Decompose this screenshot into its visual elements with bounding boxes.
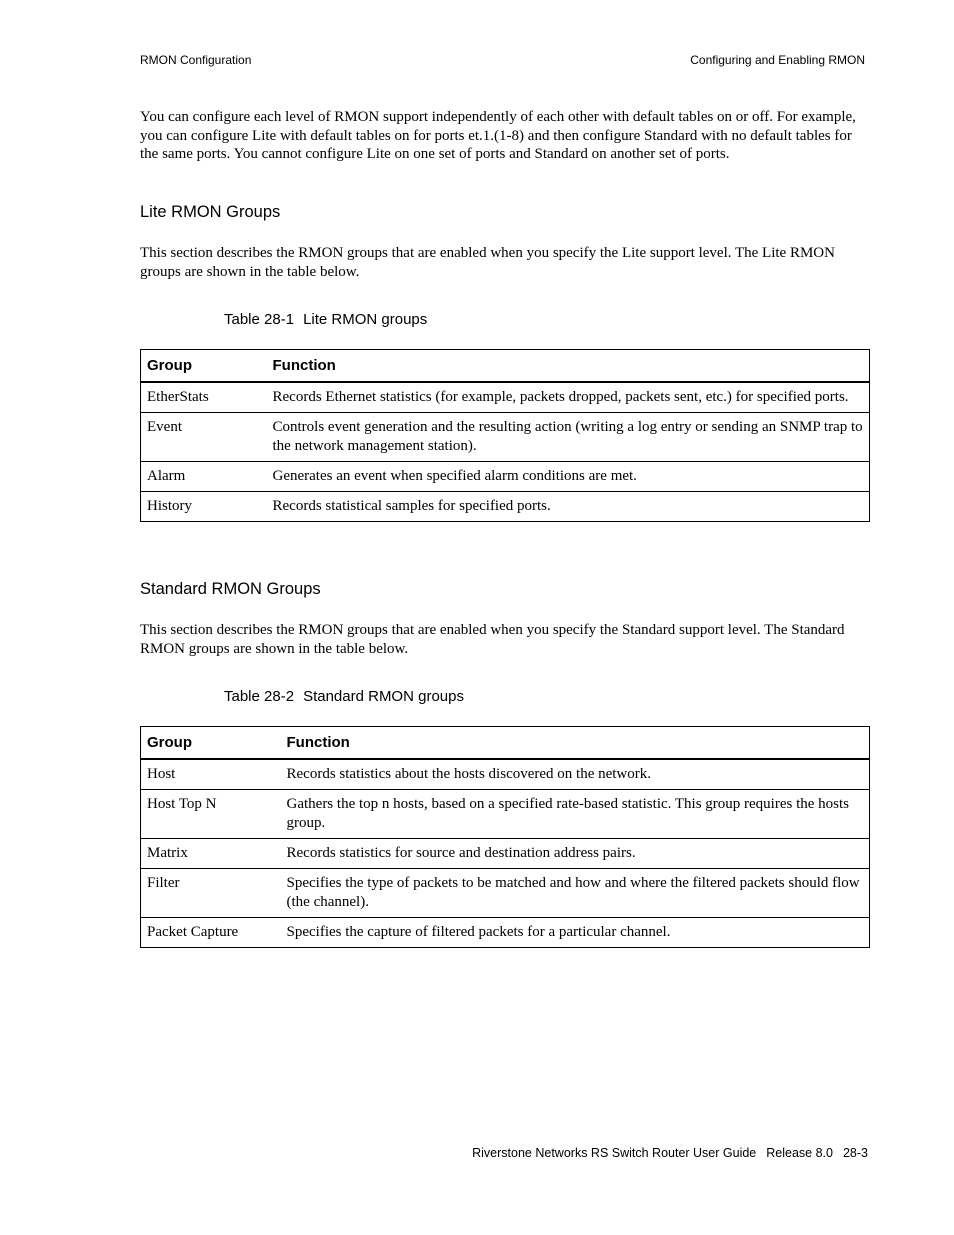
lite-section-paragraph: This section describes the RMON groups that are enabled when you specify the Lite support level. The Lite RMON groups are shown in the table below.: [140, 245, 835, 280]
table-row: [141, 492, 870, 522]
function-cell: Specifies the type of packets to be matched and how and where the filtered packets should flow (the channel).: [281, 869, 870, 918]
page-footer: [472, 1146, 868, 1160]
table-row: [141, 918, 870, 948]
group-cell: Packet Capture: [141, 918, 281, 948]
function-cell: Generates an event when specified alarm conditions are met.: [267, 462, 870, 492]
function-cell: Records statistical samples for specified ports.: [267, 492, 870, 522]
intro-paragraph: You can configure each level of RMON support independently of each other with default tables on or off. For example, you can configure Lite with default tables on for ports et.1.(1-8) and then configure Standard with no default tables for the same ports. You cannot configure Lite on one set of ports and Standard on another set of ports.: [140, 109, 856, 162]
table-row: [141, 413, 870, 462]
standard-table-caption-title: Standard RMON groups: [303, 688, 464, 705]
standard-section-heading: Standard RMON Groups: [140, 580, 321, 598]
column-header-group: Group: [141, 727, 281, 760]
function-cell: Records statistics about the hosts discovered on the network.: [281, 759, 870, 790]
footer-release: Release 8.0: [766, 1146, 833, 1160]
table-row: [141, 839, 870, 869]
standard-section-paragraph: This section describes the RMON groups that are enabled when you specify the Standard support level. The Standard RMON groups are shown in the table below.: [140, 622, 845, 657]
lite-table-caption: [224, 311, 427, 328]
table-row: [141, 869, 870, 918]
function-cell: Gathers the top n hosts, based on a specified rate-based statistic. This group requires the hosts group.: [281, 790, 870, 839]
group-cell: Event: [141, 413, 267, 462]
column-header-function: Function: [281, 727, 870, 760]
standard-rmon-groups-table: [140, 726, 870, 948]
group-cell: EtherStats: [141, 382, 267, 413]
table-row: [141, 462, 870, 492]
footer-guide-title: Riverstone Networks RS Switch Router User Guide: [472, 1146, 757, 1160]
function-cell: Records statistics for source and destination address pairs.: [281, 839, 870, 869]
table-row: [141, 382, 870, 413]
lite-section-heading: Lite RMON Groups: [140, 203, 281, 221]
group-cell: History: [141, 492, 267, 522]
lite-rmon-groups-table: [140, 349, 870, 522]
function-cell: Records Ethernet statistics (for example, packets dropped, packets sent, etc.) for specified ports.: [267, 382, 870, 413]
running-header-chapter: RMON Configuration: [140, 53, 252, 67]
table-header-row: [141, 727, 870, 760]
footer-page-number: 28-3: [842, 1146, 868, 1160]
standard-table-caption-number: Table 28-2: [224, 688, 295, 705]
function-cell: Specifies the capture of filtered packets for a particular channel.: [281, 918, 870, 948]
table-row: [141, 790, 870, 839]
column-header-function: Function: [267, 350, 870, 383]
group-cell: Alarm: [141, 462, 267, 492]
running-header-section: Configuring and Enabling RMON: [690, 53, 865, 67]
column-header-group: Group: [141, 350, 267, 383]
table-header-row: [141, 350, 870, 383]
group-cell: Host Top N: [141, 790, 281, 839]
group-cell: Filter: [141, 869, 281, 918]
standard-table-caption: [224, 688, 464, 705]
lite-table-caption-title: Lite RMON groups: [303, 311, 428, 328]
function-cell: Controls event generation and the resulting action (writing a log entry or sending an SNMP trap to the network management station).: [267, 413, 870, 462]
table-row: [141, 759, 870, 790]
lite-table-caption-number: Table 28-1: [224, 311, 295, 328]
group-cell: Matrix: [141, 839, 281, 869]
group-cell: Host: [141, 759, 281, 790]
